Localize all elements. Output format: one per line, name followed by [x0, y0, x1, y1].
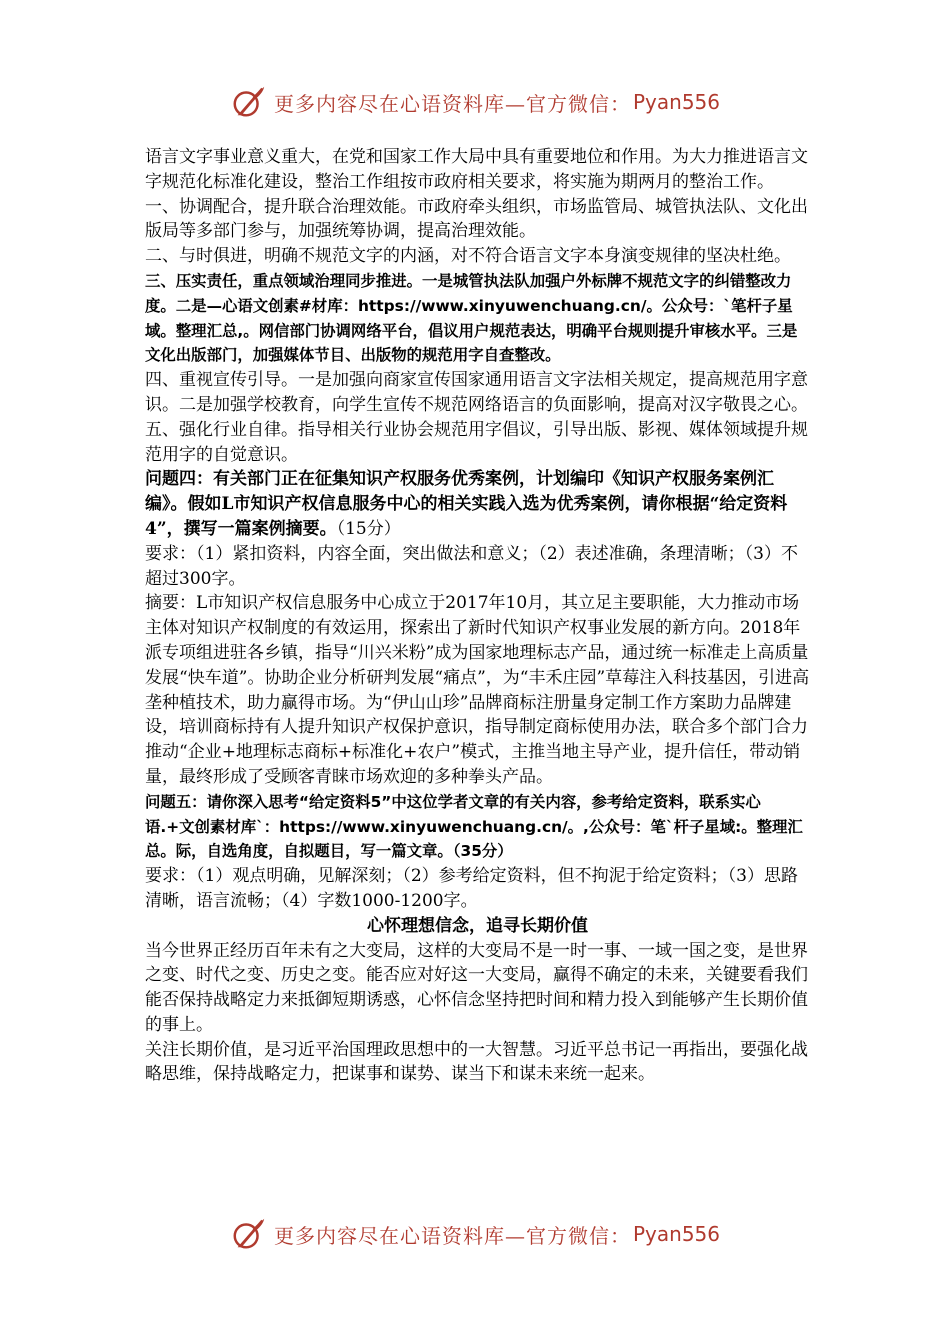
banner-wechat-id: Pyan556 — [632, 90, 720, 114]
paragraph: 四、重视宣传引导。一是加强向商家宣传国家通用语言文字法相关规定，提高规范用字意识。二是加强学校教育，向学生宣传不规范网络语言的负面影响，提高对汉字敬畏之心。 — [145, 370, 808, 415]
footer-banner — [0, 1212, 950, 1256]
essay-paragraph: 关注长期价值，是习近平治国理政思想中的一大智慧。习近平总书记一再指出，要强化战略思维，保持战略定力，把谋事和谋势、谋当下和谋未来统一起来。 — [145, 1039, 808, 1085]
quill-logo-icon — [230, 1215, 268, 1253]
question-five: 问题五：请你深入思考“给定资料5”中这位学者文章的有关内容，参考给定资料，联系实心语.+文创素材库`：https://www.xinyuwenchuang.cn/。,公众号：笔`杆子星域:。整理汇总。际，自选角度，自拟题目，写一篇文章。（35分） — [145, 792, 803, 861]
essay-paragraph: 当今世界正经历百年未有之大变局，这样的大变局不是一时一事、一域一国之变，是世界之变、时代之变、历史之变。能否应对好这一大变局，赢得不确定的未来，关键要看我们能否保持战略定力来抵御短期诱惑，心怀信念坚持把时间和精力投入到能够产生长期价值的事上。 — [145, 940, 808, 1035]
question-five-requirements: 要求：（1）观点明确，见解深刻；（2）参考给定资料，但不拘泥于给定资料；（3）思路清晰，语言流畅；（4）字数1000-1200字。 — [145, 866, 798, 911]
paragraph: 五、强化行业自律。指导相关行业协会规范用字倡议，引导出版、影视、媒体领域提升规范用字的自觉意识。 — [145, 419, 808, 465]
question-four-requirements: 要求：（1）紧扣资料，内容全面，突出做法和意义；（2）表述准确，条理清晰；（3）不超过300字。 — [145, 543, 798, 589]
document-body — [145, 145, 810, 1087]
banner-text: 更多内容尽在心语资料库—官方微信： — [273, 91, 631, 116]
question-four-title: 问题四：有关部门正在征集知识产权服务优秀案例，计划编印《知识产权服务案例汇编》。假如L市知识产权信息服务中心的相关实践入选为优秀案例，请你根据“给定资料4”，撰写一篇案例摘要。 — [145, 469, 788, 539]
banner-text: 更多内容尽在心语资料库—官方微信： — [273, 1223, 631, 1248]
banner-wechat-id: Pyan556 — [632, 1222, 720, 1246]
paragraph: 一、协调配合，提升联合治理效能。市政府牵头组织，市场监管局、城管执法队、文化出版局等多部门参与，加强统筹协调，提高治理效能。 — [145, 196, 808, 242]
question-four-score: （15分） — [336, 518, 401, 539]
question-four-answer: 摘要：L市知识产权信息服务中心成立于2017年10月，其立足主要职能，大力推动市场主体对知识产权制度的有效运用，探索出了新时代知识产权事业发展的新方向。2018年派专项组进驻各乡镇，指导“川兴米粉”成为国家地理标志产品，通过统一标准走上高质量发展“快车道”。协助企业分析研判发展“痛点”，为“丰禾庄园”草莓注入科技基因，引进高垄种植技术，助力赢得市场。为“伊山山珍”品牌商标注册量身定制工作方案助力品牌建设，培训商标持有人提升知识产权保护意识，指导制定商标使用办法，联合多个部门合力推动“企业+地理标志商标+标准化+农户”模式，主推当地主导产业，提升信任，带动销量，最终形成了受顾客青睐市场欢迎的多种拳头产品。 — [145, 593, 810, 787]
question-four — [145, 467, 810, 541]
essay-title: 心怀理想信念，追寻长期价值 — [367, 915, 588, 936]
quill-logo-icon — [230, 83, 268, 121]
watermarked-paragraph: 三、压实责任，重点领域治理同步推进。一是城管执法队加强户外标牌不规范文字的纠错整改力度。二是—心语文创素#材库：https://www.xinyuwenchuang.cn/。公众号：`笔杆子星域。整理汇总,。网信部门协调网络平台，倡议用户规范表达，明确平台规则提升审核水平。三是文化出版部门，加强媒体节目、出版物的规范用字自查整改。 — [145, 271, 798, 365]
header-banner — [0, 80, 950, 124]
paragraph: 语言文字事业意义重大，在党和国家工作大局中具有重要地位和作用。为大力推进语言文字规范化标准化建设，整治工作组按市政府相关要求，将实施为期两月的整治工作。 — [145, 147, 808, 192]
paragraph: 二、与时俱进，明确不规范文字的内涵，对不符合语言文字本身演变规律的坚决杜绝。 — [145, 246, 791, 267]
